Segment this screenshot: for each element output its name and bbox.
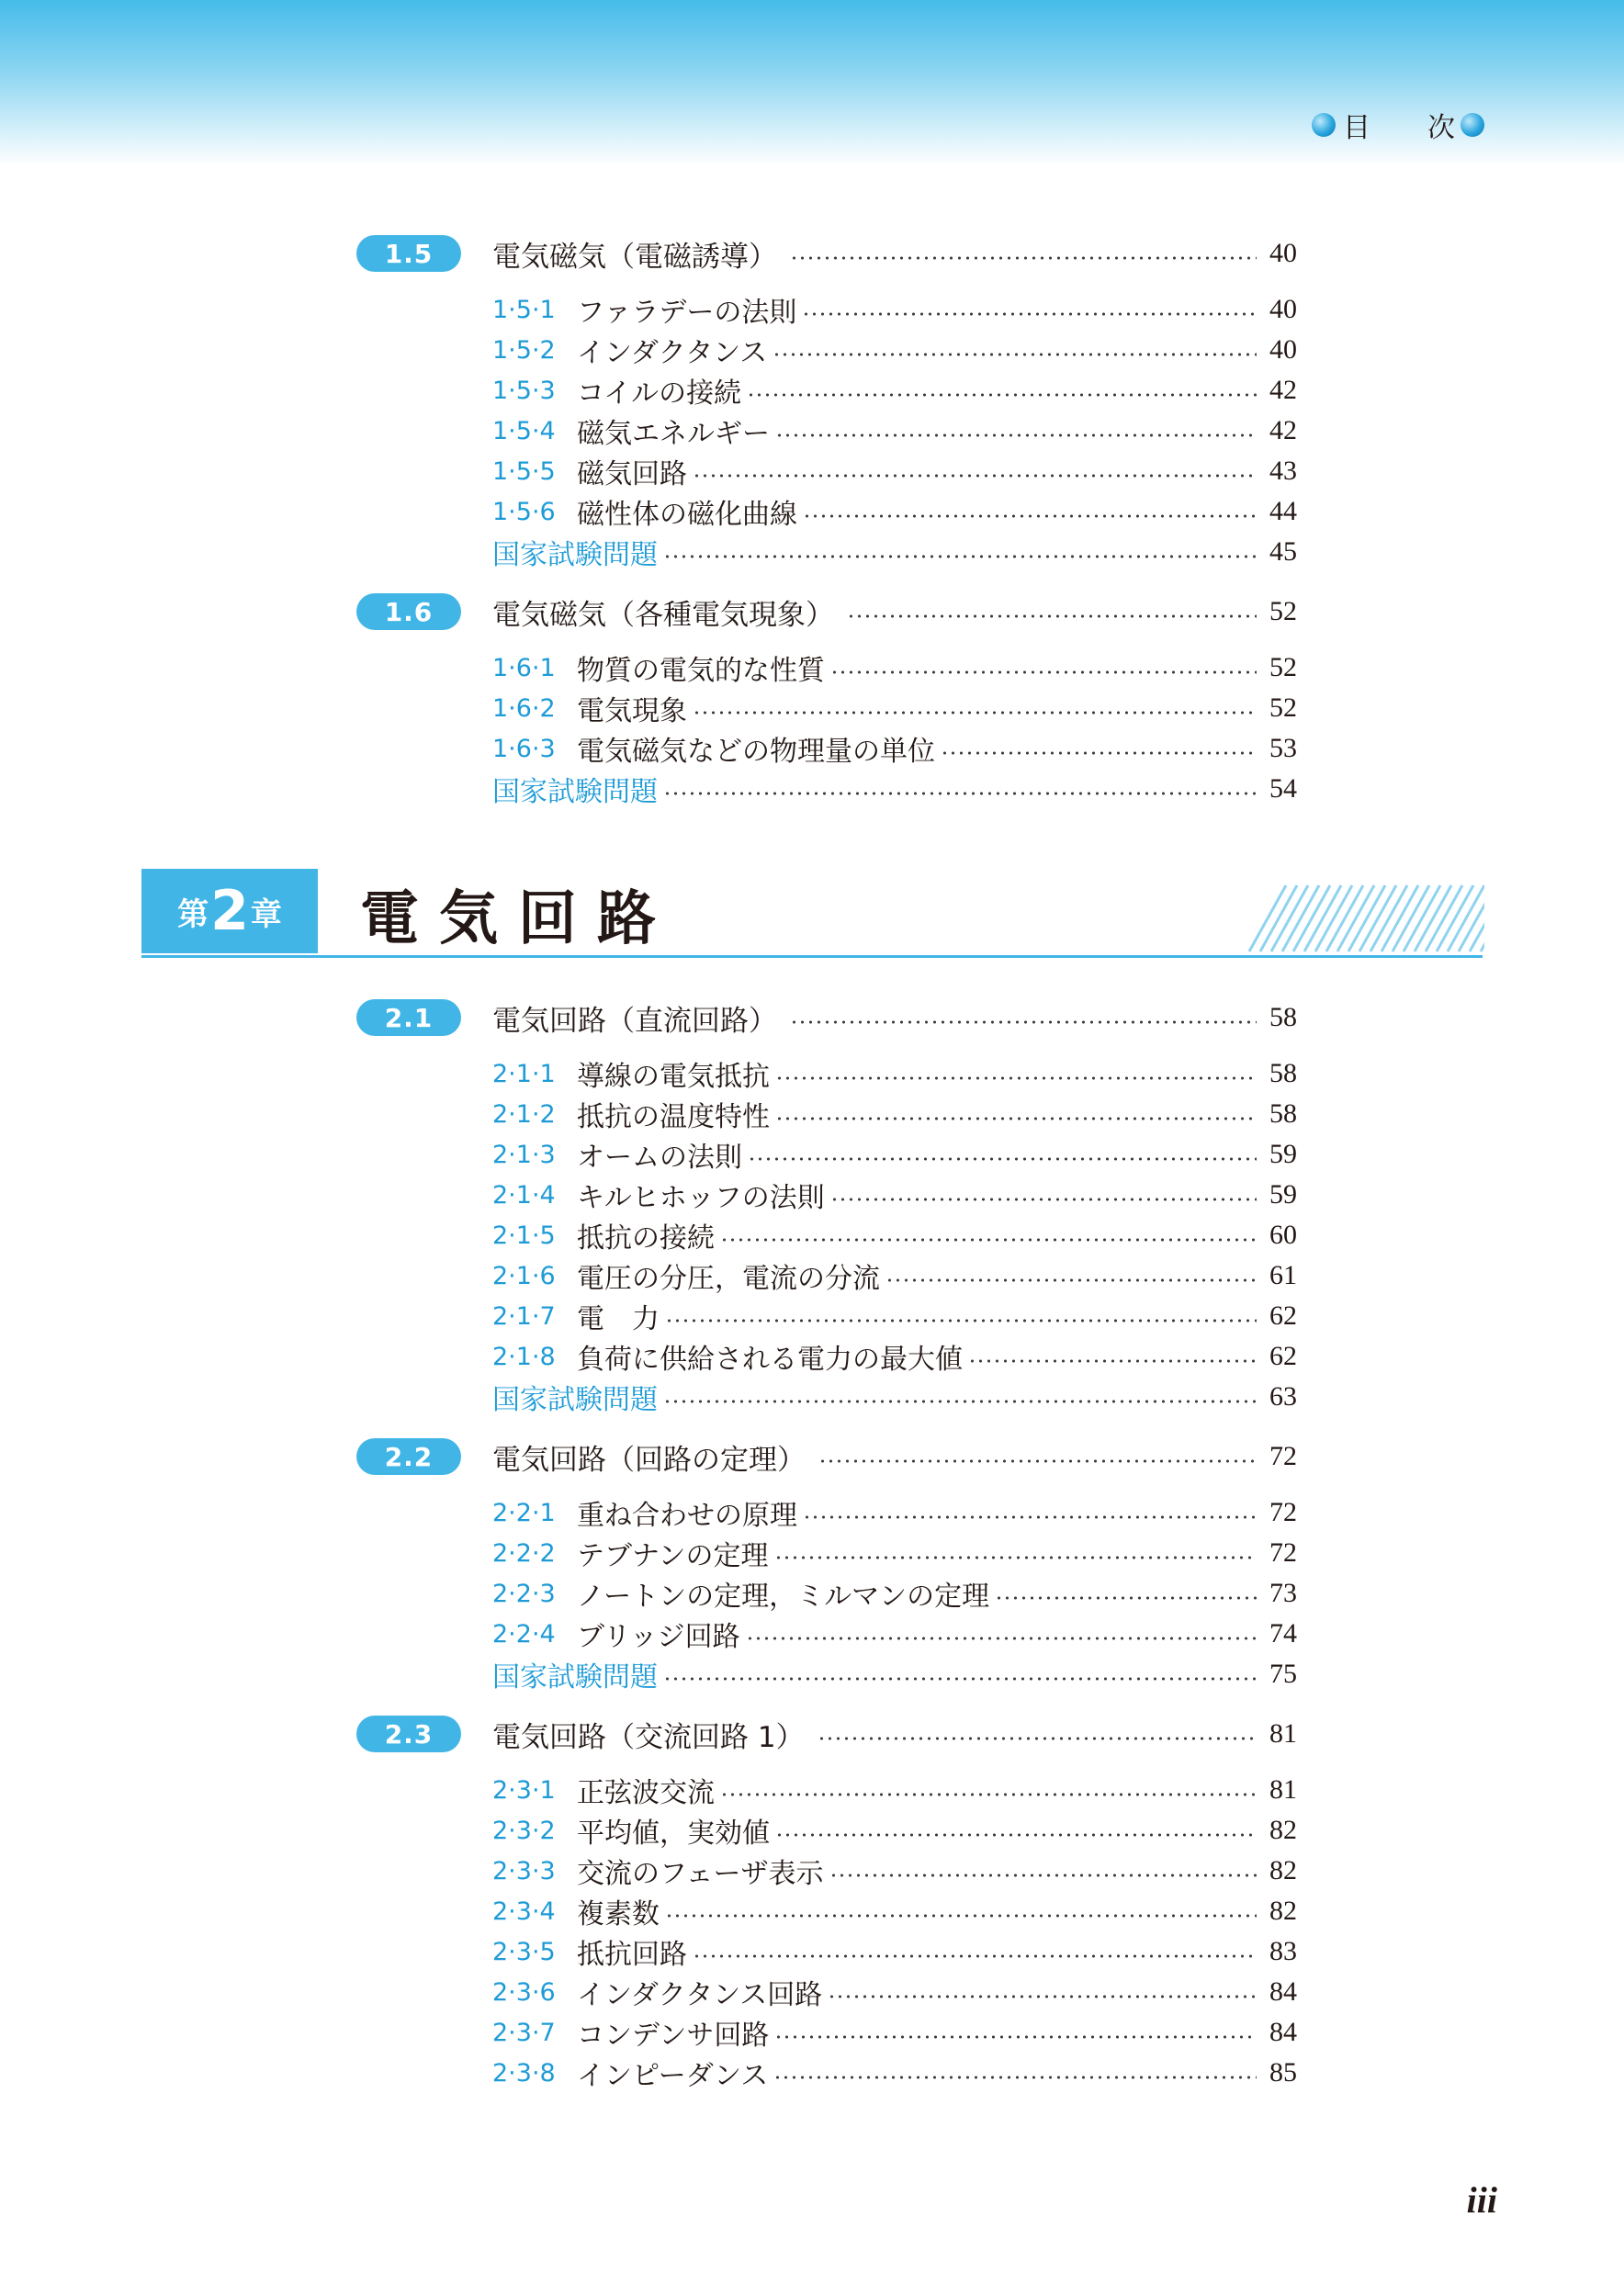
toc-item[interactable] [492, 411, 1297, 450]
hatch-line [1282, 885, 1319, 951]
item-title: 国家試験問題 [492, 1661, 658, 1694]
page-number: 72 [1269, 1441, 1297, 1471]
page-number: 81 [1269, 1774, 1297, 1805]
toc-item[interactable] [492, 1973, 1297, 2011]
section-number-badge: 1.6 [356, 593, 461, 630]
section-number-badge: 2.3 [356, 1716, 461, 1752]
item-number: 2·3·7 [492, 2018, 556, 2047]
hatch-line [1271, 885, 1308, 951]
toc-exam-questions[interactable] [492, 770, 1297, 808]
item-title: テブナンの定理 [577, 1540, 769, 1572]
item-title: ノートンの定理，ミルマンの定理 [577, 1581, 990, 1613]
dot-leader [828, 1995, 1257, 1998]
header-label-2: 次 [1427, 112, 1455, 144]
page-number: 82 [1269, 1896, 1297, 1926]
toc-item[interactable] [492, 648, 1297, 687]
item-number: 2·3·1 [492, 1775, 556, 1805]
dot-leader [663, 1677, 1257, 1681]
item-number: 2·3·3 [492, 1856, 556, 1885]
item-number: 2·2·2 [492, 1538, 556, 1568]
page-number: 63 [1269, 1381, 1297, 1412]
page-number: 59 [1269, 1139, 1297, 1169]
item-number: 2·2·4 [492, 1619, 556, 1649]
hatch-line [1293, 885, 1330, 951]
item-title: 抵抗の接続 [577, 1222, 715, 1255]
item-number: 2·3·8 [492, 2058, 556, 2088]
page-number: 53 [1269, 733, 1297, 763]
toc-section[interactable] [356, 1712, 1297, 1756]
item-number: 2·2·1 [492, 1498, 556, 1527]
page-folio: iii [1466, 2179, 1497, 2221]
item-title: 平均値，実効値 [577, 1818, 770, 1850]
hatch-decoration [1240, 882, 1484, 955]
item-number: 1·5·3 [492, 376, 556, 405]
hatch-line [1393, 885, 1429, 951]
toc-item[interactable] [492, 1851, 1297, 1890]
item-title: 国家試験問題 [492, 776, 658, 808]
dot-leader [693, 474, 1257, 478]
hatch-line [1249, 885, 1286, 951]
chapter-label [141, 869, 318, 953]
section-number-badge: 1.5 [356, 235, 461, 272]
item-title: 電 力 [577, 1303, 660, 1335]
section-number-badge: 2.2 [356, 1438, 461, 1475]
toc-item[interactable] [492, 1615, 1297, 1653]
item-number: 1·5·5 [492, 456, 556, 486]
toc-item[interactable] [492, 1892, 1297, 1930]
toc-item[interactable] [492, 1534, 1297, 1572]
hatch-line [1260, 885, 1297, 951]
chapter-number: 2 [210, 879, 249, 943]
hatch-line [1315, 885, 1352, 951]
item-number: 2·3·4 [492, 1896, 556, 1926]
page-number: 45 [1269, 536, 1297, 567]
item-number: 2·3·5 [492, 1937, 556, 1966]
page-number: 85 [1269, 2057, 1297, 2088]
item-title: 国家試験問題 [492, 1384, 658, 1416]
hatch-line [1415, 885, 1451, 951]
page-number: 52 [1269, 652, 1297, 682]
dot-leader [885, 1278, 1257, 1282]
dot-leader [665, 1914, 1257, 1918]
toc-item[interactable] [492, 1932, 1297, 1971]
page-number: 52 [1269, 596, 1297, 626]
item-title: 交流のフェーザ表示 [577, 1858, 824, 1890]
page-number: 72 [1269, 1537, 1297, 1568]
page-number: 84 [1269, 1976, 1297, 2007]
item-title: 複素数 [577, 1898, 660, 1930]
page-number: 83 [1269, 1936, 1297, 1966]
item-number: 1·5·4 [492, 416, 556, 445]
item-title: インダクタンス [577, 337, 768, 369]
item-number: 2·1·1 [492, 1059, 556, 1088]
toc-item[interactable] [492, 1297, 1297, 1335]
hatch-line [1326, 885, 1363, 951]
toc-section[interactable] [356, 1435, 1297, 1479]
page-number: 82 [1269, 1815, 1297, 1845]
toc-item[interactable] [492, 331, 1297, 369]
item-number: 1·6·3 [492, 734, 556, 763]
page-number: 58 [1269, 1058, 1297, 1088]
page-number: 59 [1269, 1179, 1297, 1210]
page-number: 42 [1269, 415, 1297, 445]
dot-leader [748, 1157, 1257, 1161]
dot-leader [720, 1238, 1257, 1242]
item-title: 導線の電気抵抗 [577, 1061, 770, 1093]
page-number: 72 [1269, 1497, 1297, 1527]
dot-leader [847, 614, 1257, 618]
dot-leader [775, 1076, 1257, 1080]
hatch-line [1370, 885, 1407, 951]
item-number: 1·5·1 [492, 295, 556, 324]
item-number: 1·5·6 [492, 497, 556, 526]
hatch-line [1337, 885, 1374, 951]
item-number: 1·5·2 [492, 335, 556, 365]
toc-exam-questions[interactable] [492, 533, 1297, 571]
item-title: 磁気回路 [577, 458, 687, 490]
item-title: インピーダンス [577, 2060, 769, 2092]
item-title: ブリッジ回路 [577, 1621, 740, 1653]
item-title: 電気現象 [577, 695, 687, 727]
item-title: 電圧の分圧，電流の分流 [577, 1263, 880, 1295]
item-number: 2·1·7 [492, 1301, 556, 1331]
dot-leader [663, 555, 1257, 558]
page-number: 73 [1269, 1578, 1297, 1608]
dot-leader [773, 2076, 1257, 2079]
toc-item[interactable] [492, 290, 1297, 329]
hatch-line [1481, 885, 1484, 951]
chapter-suffix: 章 [250, 895, 282, 933]
toc-exam-questions[interactable] [492, 1655, 1297, 1694]
toc-item[interactable] [492, 1095, 1297, 1133]
hatch-line [1426, 885, 1462, 951]
page-number: 62 [1269, 1300, 1297, 1331]
toc-item[interactable] [492, 1256, 1297, 1295]
item-number: 2·2·3 [492, 1579, 556, 1608]
page-number: 54 [1269, 773, 1297, 804]
item-title: 負荷に供給される電力の最大値 [577, 1344, 963, 1376]
dot-leader [803, 1515, 1257, 1519]
item-title: オームの法則 [577, 1142, 742, 1174]
toc-item[interactable] [492, 371, 1297, 410]
dot-leader [968, 1359, 1257, 1363]
item-number: 2·1·5 [492, 1221, 556, 1250]
item-number: 2·1·3 [492, 1140, 556, 1169]
page-number: 42 [1269, 375, 1297, 405]
toc-item[interactable] [492, 452, 1297, 490]
item-title: コンデンサ回路 [577, 2020, 770, 2052]
dot-leader [775, 1833, 1257, 1837]
hatch-line [1437, 885, 1473, 951]
page-number: 58 [1269, 1002, 1297, 1032]
toc-item[interactable] [492, 1216, 1297, 1255]
hatch-line [1348, 885, 1385, 951]
section-title: 電気回路（回路の定理） [492, 1443, 806, 1477]
toc-item[interactable] [492, 1176, 1297, 1214]
page-number: 74 [1269, 1618, 1297, 1649]
page-number: 62 [1269, 1341, 1297, 1371]
item-number: 2·1·8 [492, 1342, 556, 1371]
item-title: 電気磁気などの物理量の単位 [577, 736, 935, 768]
item-title: 抵抗の温度特性 [577, 1101, 770, 1133]
item-title: 国家試験問題 [492, 539, 658, 571]
chapter-prefix: 第 [177, 895, 209, 933]
toc-item[interactable] [492, 689, 1297, 727]
dot-leader [747, 393, 1257, 397]
dot-leader [665, 1319, 1257, 1322]
dot-leader [663, 1400, 1257, 1403]
hatch-line [1459, 885, 1484, 951]
toc-item[interactable] [492, 1574, 1297, 1613]
toc-item[interactable] [492, 492, 1297, 531]
dot-leader [746, 1637, 1257, 1640]
toc-section[interactable] [356, 996, 1297, 1040]
dot-leader [775, 433, 1257, 437]
section-title: 電気磁気（電磁誘導） [492, 240, 777, 274]
dot-leader [830, 1198, 1257, 1201]
toc-item[interactable] [492, 1811, 1297, 1850]
page-number: 44 [1269, 496, 1297, 526]
toc-section[interactable] [356, 231, 1297, 276]
item-number: 2·1·6 [492, 1261, 556, 1290]
dot-leader [802, 312, 1257, 316]
chapter-title: 電気回路 [360, 885, 676, 953]
toc-item[interactable] [492, 2013, 1297, 2052]
item-title: 磁性体の磁化曲線 [577, 499, 797, 531]
page-number: 40 [1269, 238, 1297, 268]
dot-leader [790, 1020, 1257, 1024]
chapter-underline [141, 955, 1483, 958]
item-title: 正弦波交流 [577, 1777, 715, 1809]
hatch-line [1359, 885, 1396, 951]
toc-exam-questions[interactable] [492, 1378, 1297, 1416]
dot-leader [693, 711, 1257, 715]
section-number-badge: 2.1 [356, 999, 461, 1036]
dot-leader [773, 353, 1257, 356]
section-title: 電気磁気（各種電気現象） [492, 598, 834, 632]
page-number: 58 [1269, 1098, 1297, 1129]
item-number: 1·6·2 [492, 693, 556, 723]
section-title: 電気回路（交流回路 1） [492, 1720, 805, 1754]
page-number: 61 [1269, 1260, 1297, 1290]
toc-item[interactable] [492, 1135, 1297, 1174]
item-number: 2·1·2 [492, 1099, 556, 1129]
dot-leader [803, 514, 1257, 518]
dot-leader [774, 1556, 1257, 1559]
dot-leader [941, 751, 1257, 755]
section-title: 電気回路（直流回路） [492, 1004, 777, 1038]
toc-item[interactable] [492, 729, 1297, 768]
item-title: 抵抗回路 [577, 1939, 687, 1971]
dot-leader [818, 1737, 1257, 1740]
toc-item[interactable] [492, 1054, 1297, 1093]
page-number: 84 [1269, 2017, 1297, 2047]
hatch-line [1448, 885, 1484, 951]
toc-item[interactable] [492, 1771, 1297, 1809]
item-title: ファラデーの法則 [577, 297, 797, 329]
item-title: 物質の電気的な性質 [577, 655, 825, 687]
dot-leader [829, 1874, 1257, 1877]
toc-item[interactable] [492, 2054, 1297, 2092]
dot-leader [693, 1954, 1257, 1958]
item-title: 磁気エネルギー [577, 418, 770, 450]
item-title: コイルの接続 [577, 377, 742, 410]
page-number: 40 [1269, 334, 1297, 365]
header-label-1: 目 [1343, 112, 1370, 144]
item-title: インダクタンス回路 [577, 1979, 823, 2011]
toc-item[interactable] [492, 1493, 1297, 1532]
page-number: 43 [1269, 456, 1297, 486]
item-number: 2·1·4 [492, 1180, 556, 1210]
page-number: 81 [1269, 1718, 1297, 1749]
dot-leader [775, 1117, 1257, 1120]
item-number: 2·3·2 [492, 1816, 556, 1845]
dot-leader [774, 2035, 1257, 2039]
toc-section[interactable] [356, 590, 1297, 634]
dot-leader [720, 1793, 1257, 1796]
page-number: 40 [1269, 294, 1297, 324]
hatch-line [1382, 885, 1418, 951]
dot-leader [790, 256, 1257, 260]
hatch-line [1404, 885, 1440, 951]
item-number: 2·3·6 [492, 1977, 556, 2007]
dot-leader [995, 1596, 1257, 1600]
page-number: 82 [1269, 1855, 1297, 1885]
dot-leader [818, 1459, 1257, 1463]
page-number: 75 [1269, 1659, 1297, 1689]
dot-leader [830, 670, 1257, 674]
item-title: 重ね合わせの原理 [577, 1500, 797, 1532]
dot-leader [663, 792, 1257, 795]
page-number: 60 [1269, 1220, 1297, 1250]
item-number: 1·6·1 [492, 653, 556, 682]
hatch-line [1304, 885, 1341, 951]
item-title: キルヒホッフの法則 [577, 1182, 825, 1214]
page-number: 52 [1269, 692, 1297, 723]
toc-item[interactable] [492, 1337, 1297, 1376]
